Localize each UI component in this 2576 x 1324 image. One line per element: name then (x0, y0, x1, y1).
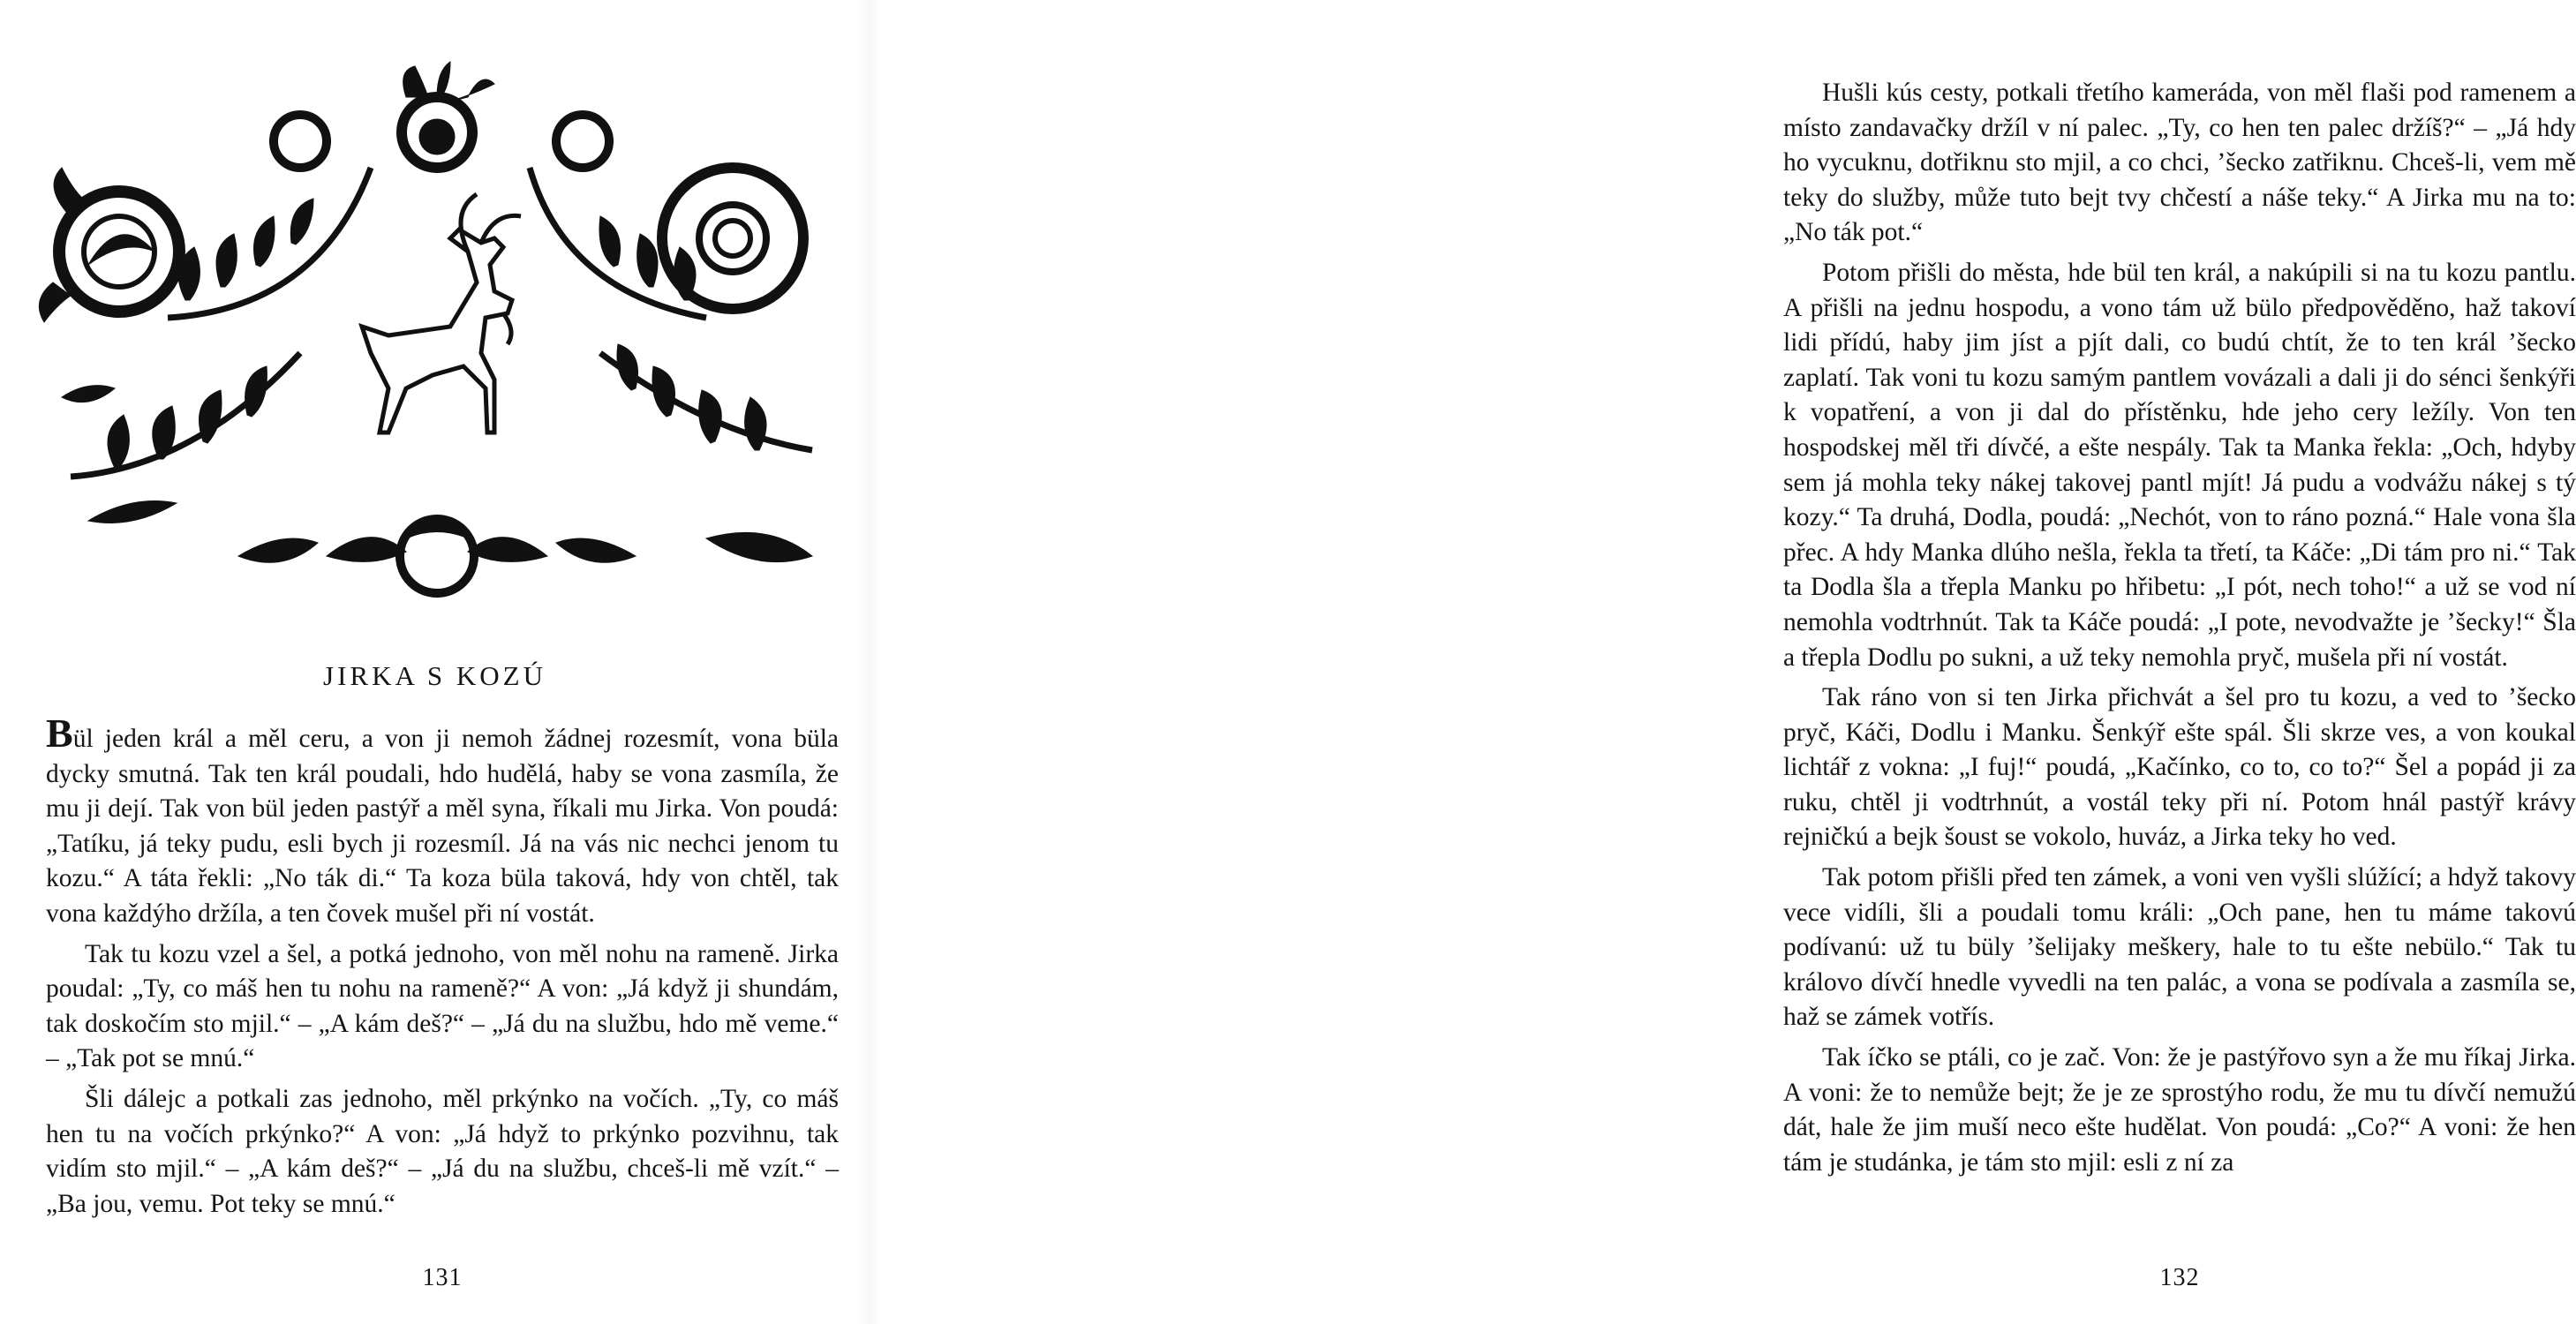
paragraph-text: ül jeden král a měl ceru, a von ji nemoh žádnej rozesmít, vona büla dycky smutná. Tak ten král poudali, hdo hudělá, haby se vona zasmíla, že mu ji dejí. Tak von bül jeden pastýř a měl syna, říkali mu Jirka. Von poudá: „Tatíku, já teky pudu, esli bych ji rozesmíl. Já na vás nic nechci jenom tu kozu.“ A táta řekli: „No ták di.“ Ta koza büla taková, hdy von chtěl, tak vona každýho držíla, a ten čovek mušel při ní vostát. (46, 725, 839, 928)
folk-art-image (35, 62, 840, 627)
paragraph: Tak íčko se ptáli, co je zač. Von: že je pastýřovo syn a že mu říkaj Jirka. A voni: že to nemůže bejt; že je ze sprostýho rodu, že mu tu dívčí nemužú dát, hale že jim muší neco ešte hudělat. Von poudá: „Co?“ A voni: že hen tám je studánka, je tám sto mjil: esli z ní za (1783, 1043, 2576, 1177)
paragraph (46, 711, 839, 932)
paragraph: Potom přišli do města, hde bül ten král, a nakúpili si na tu kozu pantlu. A přišli na jednu hospodu, a vono tám už bülo předpověděno, haž takoví lidi přídú, haby jim jíst a pjít dali, co budú chtít, že to ten král ’šecko zaplatí. Tak voni tu kozu samým pantlem vovázali a dali ji do sénci šenkýři k vopatření, a von ji dal do přístěnku, hde jeho cery ležíly. Von ten hospodskej měl tři dívčé, a ešte nespály. Tak ta Manka řekla: „Och, hdyby sem já mohla teky nákej takovej pantl mjít! Já pudu a vodvážu nákej s tý kozy.“ Ta druhá, Dodla, poudá: „Nechót, von to ráno pozná.“ Hale vona šla přec. A hdy Manka dlúho nešla, řekla ta třetí, ta Káče: „Di tám pro ni.“ Tak ta Dodla šla a třepla Manku po hřibetu: „I pót, nech toho!“ a už se vod ní nemohla vodtrhnút. Tak ta Káče poudá: „I pote, nevodvažte je ’šecky!“ Šla a třepla Dodlu po sukni, a už teky nemohla pryč, mušela při ní vostát. (1783, 258, 2576, 672)
drop-cap: B (46, 711, 73, 756)
story-title: JIRKA S KOZÚ (323, 660, 546, 691)
left-page (0, 0, 870, 1324)
right-page (870, 0, 2576, 1324)
goat-flower-illustration (35, 62, 840, 627)
left-page-text (46, 711, 839, 1227)
paragraph: Tak potom přišli před ten zámek, a voni ven vyšli slúžící; a hdyž takovy vece vidíli, šli a poudali tomu králi: „Och pane, hen tu máme takovú podívanú: už tu büly ’šelijaky meškery, hale to tu ešte nebülo.“ Tak tu královo dívčí hnedle vyvedli na ten palác, a vona se podívala a zasmíla se, haž se zámek votřís. (1783, 863, 2576, 1032)
page-number: 132 (2159, 1264, 2200, 1291)
page-number: 131 (422, 1264, 463, 1291)
right-page-text (1783, 76, 2576, 1185)
paragraph: Šli dálejc a potkali zas jednoho, měl prkýnko na vočích. „Ty, co máš hen tu na vočích prkýnko?“ A von: „Já hdyž to prkýnko pozvihnu, tak vidím sto mjil.“ – „A kám deš?“ – „Já du na službu, chceš-li mě vzít.“ – „Ba jou, vemu. Pot teky se mnú.“ (46, 1084, 839, 1218)
paragraph: Tak ráno von si ten Jirka přichvát a šel pro tu kozu, a ved to ’šecko pryč, Káči, Dodlu i Manku. Šenkýř ešte spál. Šli skrze ves, a von koukal lichtář z vokna: „I fuj!“ poudá, „Kačínko, co to, co to?“ Šel a popád ji za ruku, chtěl ji vodtrhnút, a vostál teky při ní. Potom hnál pastýř krávy rejničkú a bejk šoust se vokolo, huváz, a Jirka teky ho ved. (1783, 683, 2576, 852)
paragraph: Hušli kús cesty, potkali třetího kamerádа, von měl flaši pod ramenem a místo zandavačky držíl v ní palec. „Ty, co hen ten palec držíš?“ – „Já hdy ho vycuknu, dotřiknu sto mjil, a co chci, ’šecko zatřiknu. Chceš-li, vem mě teky do služby, může tuto bejt tvy chčestí a náše teky.“ A Jirka mu na to: „No ták pot.“ (1783, 79, 2576, 247)
paragraph: Tak tu kozu vzel a šel, a potká jednoho, von měl nohu na rameně. Jirka poudal: „Ty, co máš hen tu nohu na rameně?“ A von: „Já když ji shundám, tak doskočím sto mjil.“ – „A kám deš?“ – „Já du na službu, hdo mě veme.“ – „Tak pot se mnú.“ (46, 939, 839, 1073)
